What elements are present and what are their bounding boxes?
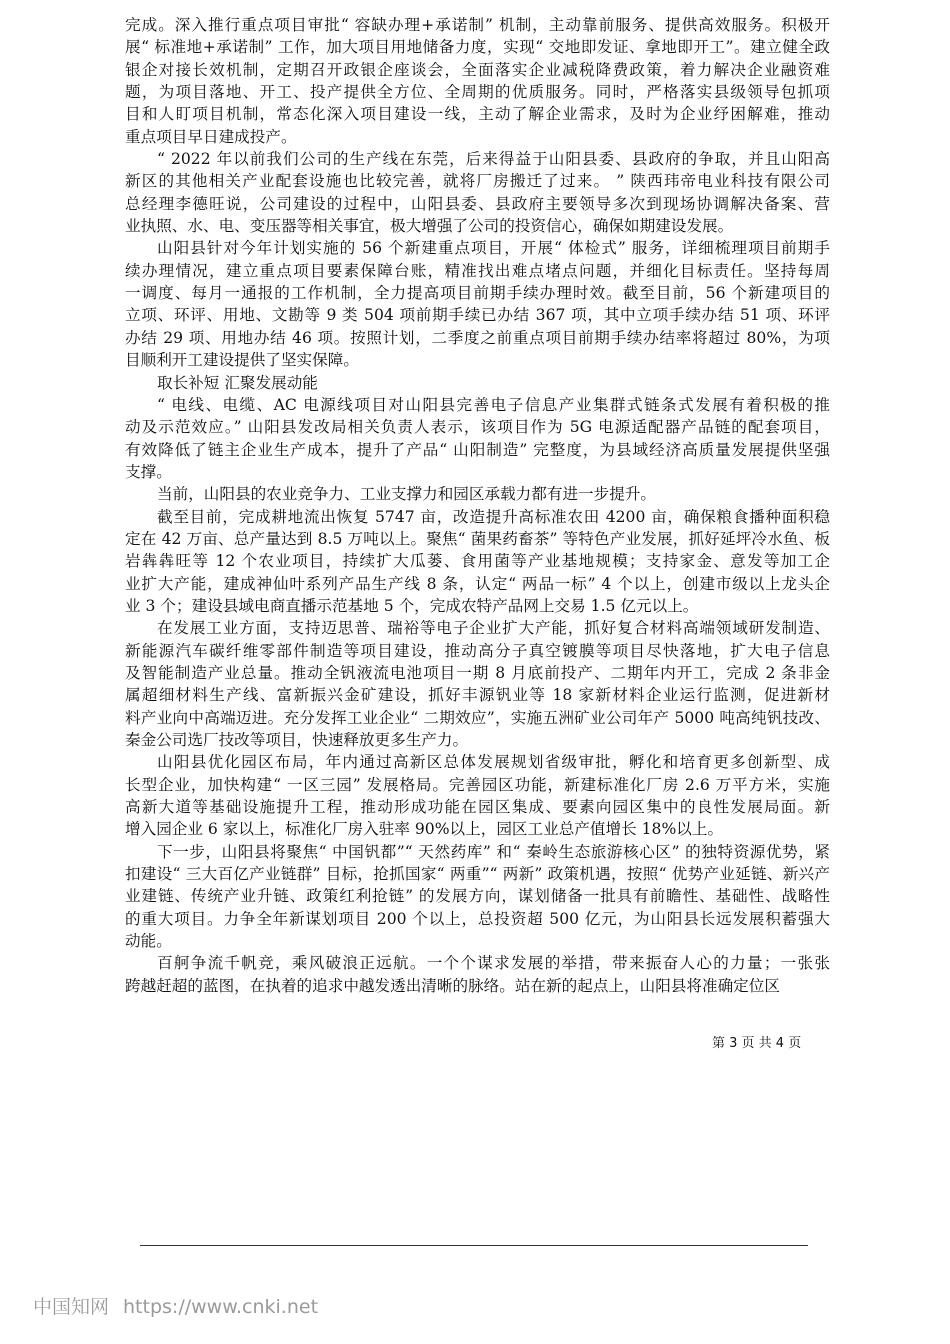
- text-line: 跨越赶超的蓝图，在执着的追求中越发透出清晰的脉络。站在新的起点上，山阳县将准确定位区: [125, 976, 780, 995]
- text-line: 定在 42 万亩、总产量达到 8.5 万吨以上。聚焦“ 菌果药畜茶” 等特色产业发展，抓好延坪冷水鱼、板: [125, 529, 830, 548]
- paragraph: [125, 483, 830, 505]
- text-line: 业建链、传统产业升链、政策红利抢链” 的发展方向，谋划储备一批具有前瞻性、基础性、战略性: [125, 887, 830, 906]
- text-line: 截至目前，完成耕地流出恢复 5747 亩，改造提升高标准农田 4200 亩，确保粮食播种面积稳: [157, 507, 830, 526]
- text-line: 重点项目早日建成投产。: [125, 127, 297, 146]
- text-line: 及智能制造产业总量。推动全钒液流电池项目一期 8 月底前投产、二期年内开工，完成 2 条非金: [125, 663, 830, 682]
- text-line: 目和人盯项目机制，常态化深入项目建设一线，主动了解企业需求，及时为企业纾困解难，推动: [125, 105, 830, 124]
- text-line: 的重大项目。力争全年新谋划项目 200 个以上，总投资超 500 亿元，为山阳县长远发展积蓄强大: [125, 909, 830, 928]
- text-line: 办结 29 项、用地办结 46 项。按照计划，二季度之前重点项目前期手续办结率将超过 80%，为项: [125, 328, 830, 347]
- text-line: 完成。深入推行重点项目审批“ 容缺办理+承诺制” 机制，主动靠前服务、提供高效服务。积极开: [125, 16, 830, 34]
- text-line: 扣建设“ 三大百亿产业链群” 目标，抢抓国家“ 两重”“ 两新” 政策机遇，按照“ 优势产业延链、新兴产: [125, 865, 830, 884]
- footer-divider: [140, 1245, 808, 1246]
- page-number: 第 3 页 共 4 页: [712, 1036, 802, 1051]
- text-line: 属超细材料生产线、富新振兴金矿建设，抓好丰源钒业等 18 家新材料企业运行监测，促进新材: [125, 686, 830, 705]
- text-line: 岩犇犇旺等 12 个农业项目，持续扩大瓜蒌、食用菌等产业基地规模；支持家金、意发等加工企: [125, 552, 830, 571]
- text-line: 新区的其他相关产业配套设施也比较完善，就将厂房搬迁了过来。 ” 陕西玮帝电业科技有限公司: [125, 172, 830, 191]
- text-line: 山阳县优化园区布局，年内通过高新区总体发展规划省级审批，孵化和培育更多创新型、成: [157, 753, 830, 772]
- paragraph: [125, 952, 830, 997]
- text-line: 动能。: [125, 932, 172, 951]
- text-line: 秦金公司选厂技改等项目，快速释放更多生产力。: [125, 731, 469, 749]
- text-line: 新能源汽车碳纤维零部件制造等项目建设，推动高分子真空镀膜等项目尽快落地，扩大电子信息: [125, 641, 830, 660]
- text-line: 长型企业，加快构建“ 一区三园” 发展格局。完善园区功能，新建标准化厂房 2.6 万平方米，实施: [125, 775, 830, 794]
- paragraph: [125, 751, 830, 840]
- text-line: 题，为项目落地、开工、投产提供全方位、全周期的优质服务。同时，严格落实县级领导包抓项: [125, 83, 830, 102]
- text-line: 业 3 个；建设县域电商直播示范基地 5 个，完成农特产品网上交易 1.5 亿元以上。: [125, 596, 699, 615]
- watermark-brand: 中国知网: [33, 1296, 110, 1318]
- watermark-url[interactable]: https://www.cnki.net: [123, 1296, 319, 1318]
- paragraph: [125, 148, 830, 237]
- text-line: 银企对接长效机制，定期召开政银企座谈会，全面落实企业减税降费政策，着力解决企业融资难: [125, 60, 830, 79]
- text-line: 总经理李德旺说，公司建设的过程中，山阳县委、县政府主要领导多次到现场协调解决备案、营: [125, 194, 830, 213]
- text-line: 立项、环评、用地、文勘等 9 类 504 项前期手续已办结 367 项，其中立项手续办结 51 项、环评: [125, 306, 830, 325]
- text-line: 续办理情况，建立重点项目要素保障台账，精准找出难点堵点问题，并细化目标责任。坚持每周: [125, 261, 830, 280]
- text-line: 支撑。: [125, 462, 172, 481]
- text-line: 当前，山阳县的农业竞争力、工业支撑力和园区承载力都有进一步提升。: [157, 485, 657, 504]
- text-line: 百舸争流千帆竞，乘风破浪正远航。一个个谋求发展的举措，带来振奋人心的力量；一张张: [157, 954, 830, 973]
- text-line: 业执照、水、电、变压器等相关事宜，极大增强了公司的投资信心，确保如期建设发展。: [125, 217, 734, 236]
- text-line: 高新大道等基础设施提升工程，推动形成功能在园区集成、要素向园区集中的良性发展局面。新: [125, 798, 830, 817]
- document-body: [125, 14, 830, 997]
- text-line: 在发展工业方面，支持迈思普、瑞裕等电子企业扩大产能，抓好复合材料高端领域研发制造、: [157, 619, 830, 638]
- paragraph: [125, 14, 830, 148]
- text-line: “ 2022 年以前我们公司的生产线在东莞，后来得益于山阳县委、县政府的争取，并且山阳高: [157, 150, 830, 169]
- text-line: 一调度、每月一通报的工作机制，全力提高项目前期手续办理时效。截至目前，56 个新建项目的: [125, 284, 830, 303]
- text-line: 料产业向中高端迈进。充分发挥工业企业“ 二期效应”，实施五洲矿业公司年产 5000 吨高纯钒技改、: [125, 708, 830, 727]
- text-line: 目顺利开工建设提供了坚实保障。: [125, 351, 359, 370]
- text-line: 动及示范效应。” 山阳县发改局相关负责人表示，该项目作为 5G 电源适配器产品链的配套项目，: [125, 418, 830, 437]
- text-line: 业扩大产能，建成神仙叶系列产品生产线 8 条，认定“ 两品一标” 4 个以上，创建市级以上龙头企: [125, 574, 830, 593]
- paragraph: [125, 617, 830, 751]
- paragraph: [125, 841, 830, 953]
- text-line: “ 电线、电缆、AC 电源线项目对山阳县完善电子信息产业集群式链条式发展有着积极的推: [157, 395, 830, 414]
- paragraph: [125, 394, 830, 483]
- paragraph: [125, 372, 830, 394]
- paragraph: [125, 237, 830, 371]
- paragraph: [125, 506, 830, 618]
- text-line: 有效降低了链主企业生产成本，提升了产品“ 山阳制造” 完整度，为县域经济高质量发展提供坚强: [125, 440, 830, 459]
- cnki-watermark: [33, 1292, 332, 1319]
- text-line: 下一步，山阳县将聚焦“ 中国钒都”“ 天然药库” 和“ 秦岭生态旅游核心区” 的独特资源优势，紧: [157, 842, 830, 861]
- text-line: 山阳县针对今年计划实施的 56 个新建重点项目，开展“ 体检式” 服务，详细梳理项目前期手: [157, 239, 830, 258]
- text-line: 展“ 标准地+承诺制” 工作，加大项目用地储备力度，实现“ 交地即发证、拿地即开工”。建立健全政: [125, 38, 830, 57]
- text-line: 增入园企业 6 家以上，标准化厂房入驻率 90%以上，园区工业总产值增长 18%以上。: [125, 820, 724, 839]
- text-line: 取长补短 汇聚发展动能: [157, 373, 318, 392]
